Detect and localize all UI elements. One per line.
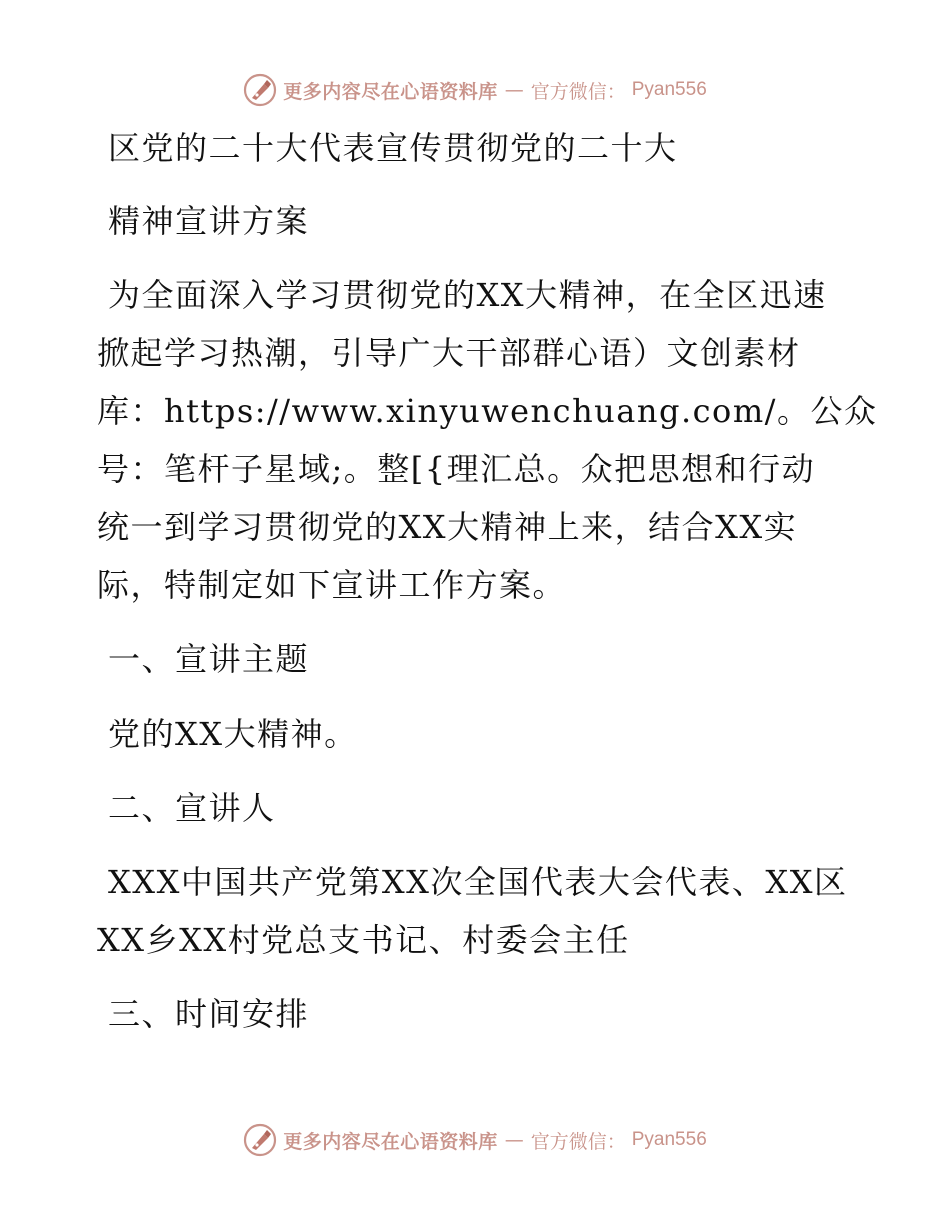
wechat-id: Pyan556 bbox=[631, 79, 707, 100]
wechat-id: Pyan556 bbox=[631, 1129, 707, 1150]
section-2-heading: 二、宣讲人 bbox=[108, 789, 276, 827]
section-3-heading: 三、时间安排 bbox=[108, 995, 310, 1033]
document-title-line-1: 区党的二十大代表宣传贯彻党的二十大 bbox=[108, 129, 678, 167]
footer-watermark-banner bbox=[0, 1118, 950, 1162]
intro-paragraph-line: 库：https://www.xinyuwenchuang.com/。公众 bbox=[97, 392, 878, 430]
intro-paragraph-line: 为全面深入学习贯彻党的XX大精神，在全区迅速 bbox=[108, 276, 827, 314]
intro-paragraph-line: 统一到学习贯彻党的XX大精神上来，结合XX实 bbox=[97, 508, 798, 546]
pen-nib-logo-icon bbox=[243, 1123, 277, 1157]
watermark-dash: — bbox=[504, 1129, 524, 1151]
watermark-text: 更多内容尽在心语资料库 bbox=[283, 80, 498, 103]
header-watermark-banner bbox=[0, 68, 950, 112]
wechat-label: 官方微信： bbox=[530, 1130, 626, 1153]
intro-paragraph-line: 际，特制定如下宣讲工作方案。 bbox=[97, 566, 567, 604]
section-2-body-line: XX乡XX村党总支书记、村委会主任 bbox=[97, 921, 630, 959]
watermark-text: 更多内容尽在心语资料库 bbox=[283, 1130, 498, 1153]
wechat-label: 官方微信： bbox=[530, 80, 626, 103]
watermark-dash: — bbox=[504, 79, 524, 101]
section-1-heading: 一、宣讲主题 bbox=[108, 640, 310, 678]
document-title-line-2: 精神宣讲方案 bbox=[108, 202, 310, 240]
section-2-body-line: XXX中国共产党第XX次全国代表大会代表、XX区 bbox=[108, 863, 848, 901]
section-1-body: 党的XX大精神。 bbox=[108, 715, 358, 753]
pen-nib-logo-icon bbox=[243, 73, 277, 107]
intro-paragraph-line: 号：笔杆子星域;。整[{理汇总。众把思想和行动 bbox=[97, 450, 816, 488]
intro-paragraph-line: 掀起学习热潮，引导广大干部群心语）文创素材 bbox=[97, 334, 801, 372]
